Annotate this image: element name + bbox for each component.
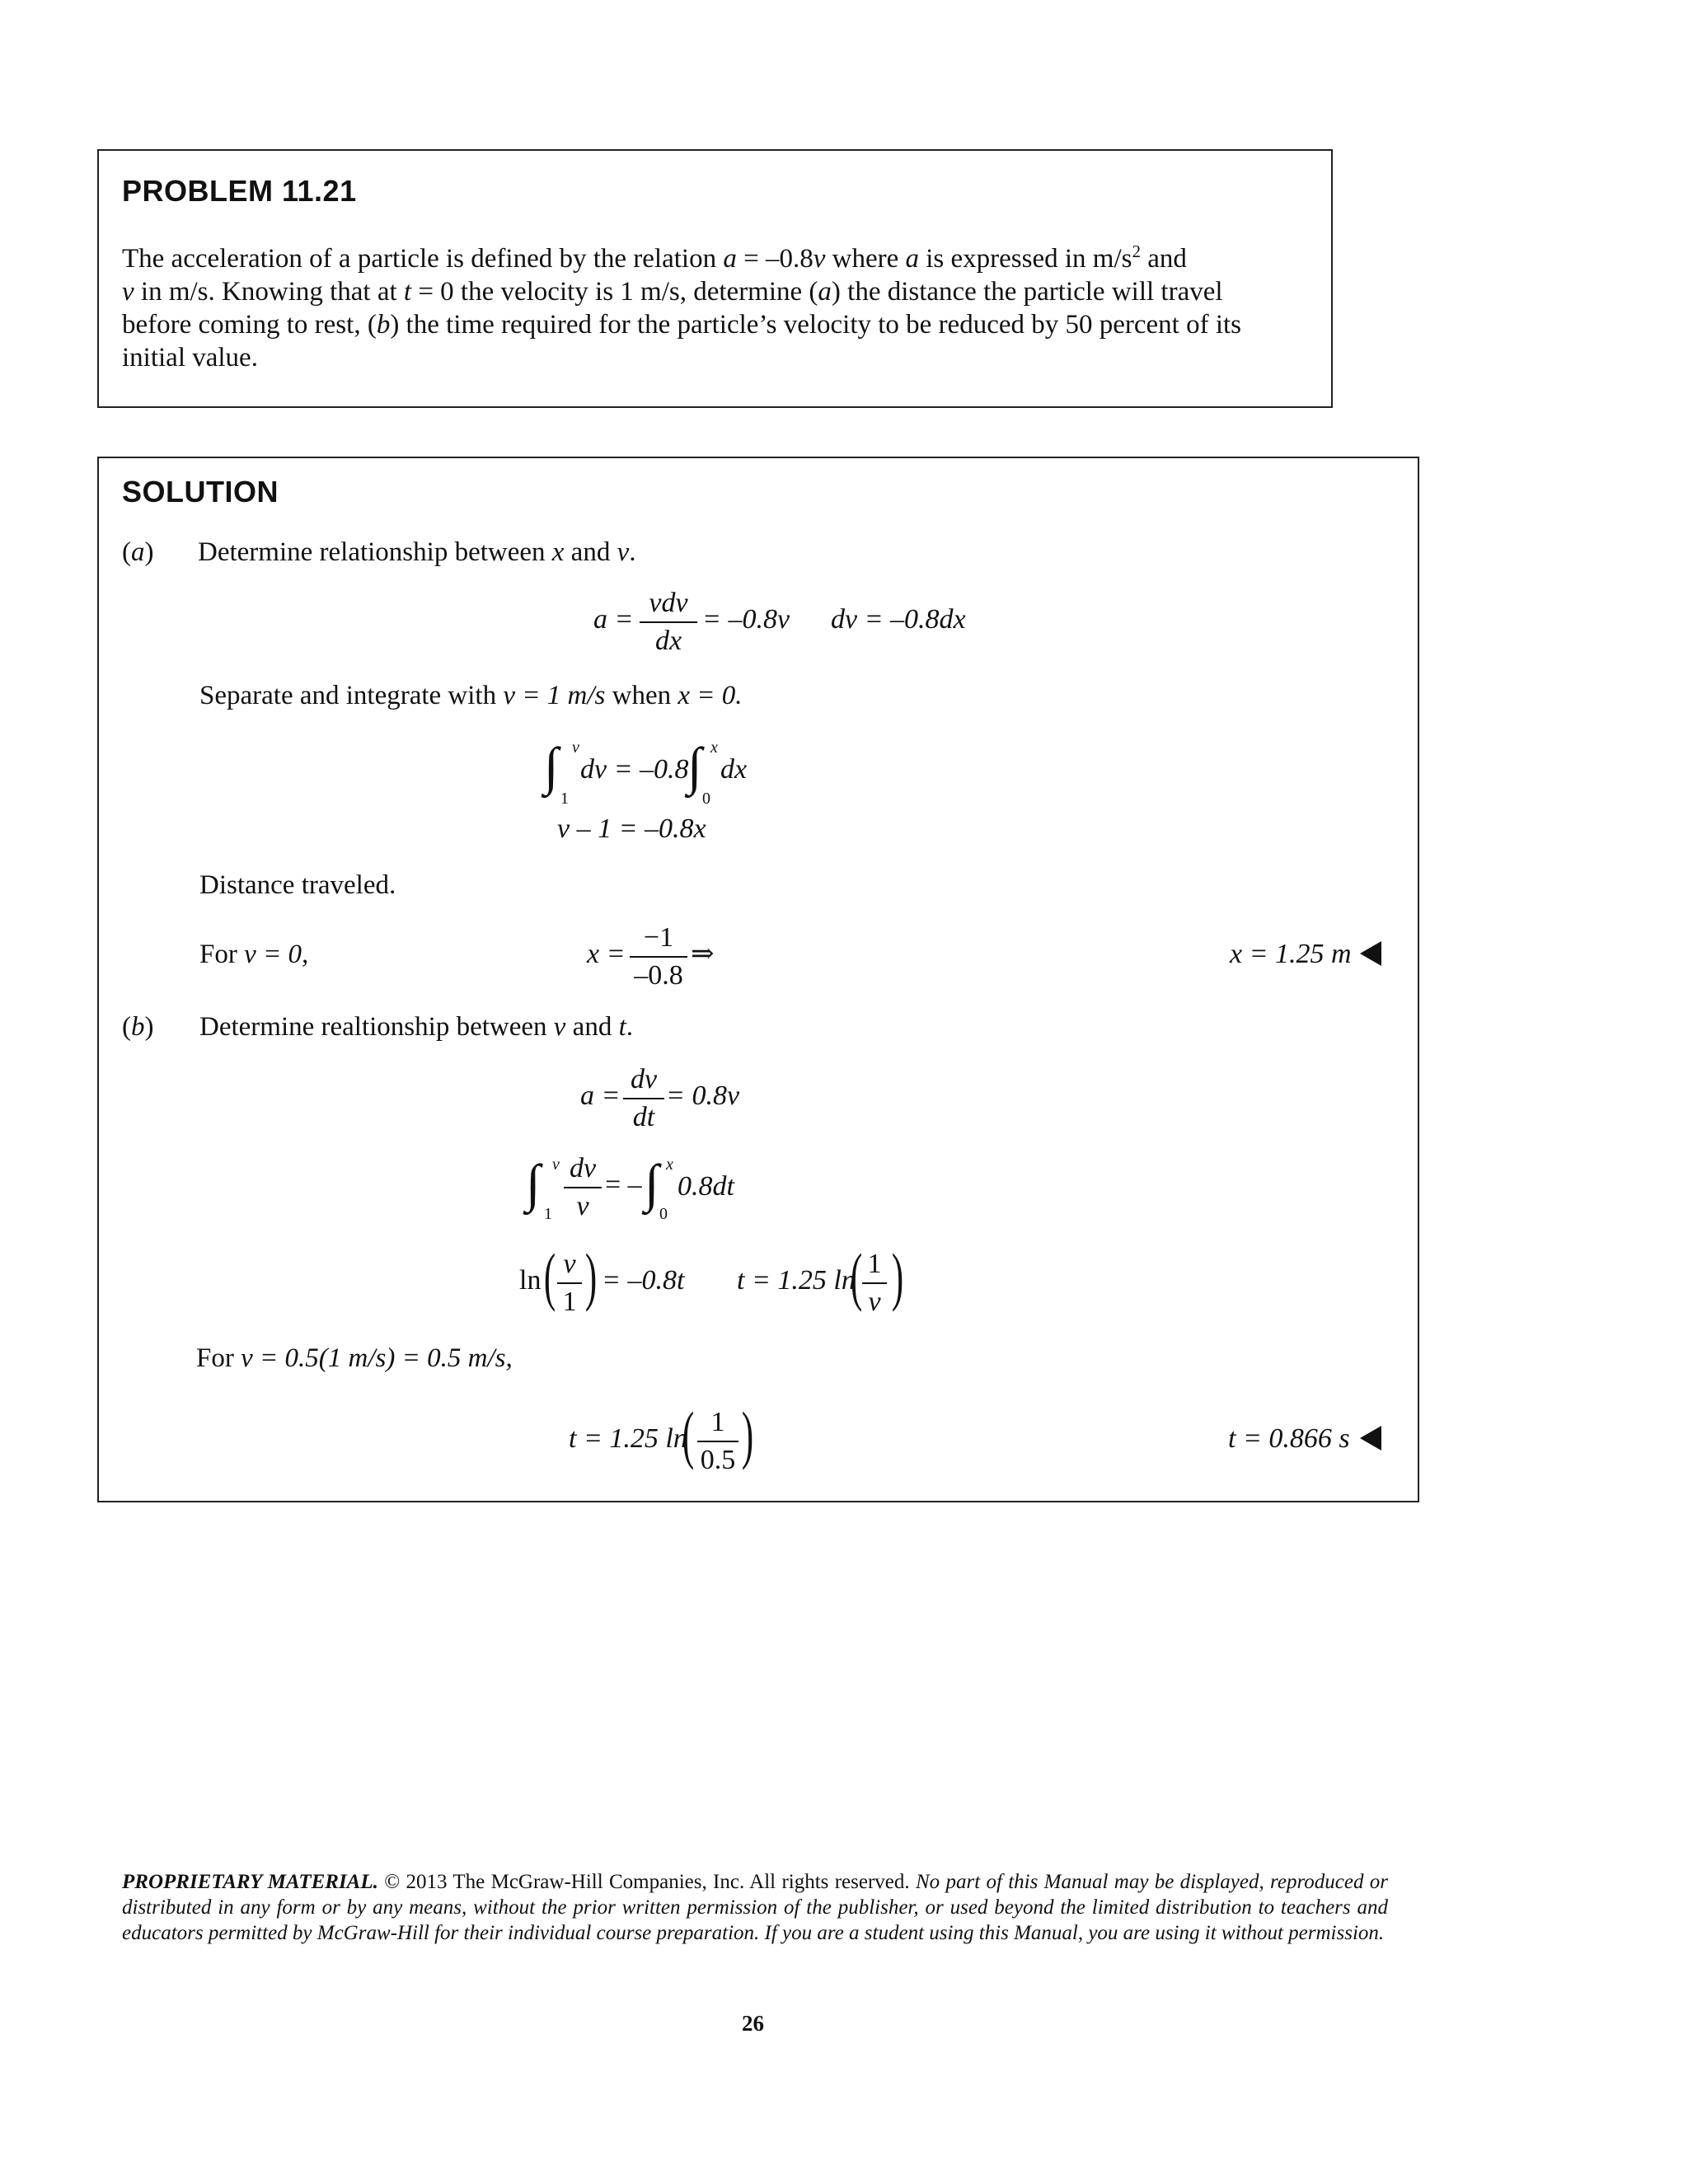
eq4-rhs: = 0.8v (666, 1080, 740, 1111)
for-v05: For v = 0.5(1 m/s) = 0.5 m/s, (196, 1343, 513, 1373)
eq6-paren-close: ) (741, 1399, 754, 1470)
eq1-rhs: = –0.8v (702, 604, 790, 635)
problem-heading: PROBLEM 11.21 (122, 174, 357, 208)
eq5-paren-close: ) (584, 1240, 598, 1312)
part-a-intro: Determine relationship between x and v. (198, 537, 636, 567)
eq5b-paren-close: ) (891, 1240, 904, 1312)
integral-3-mid: = – (605, 1169, 642, 1200)
integral-4-body: 0.8dt (678, 1171, 734, 1202)
separate-text: Separate and integrate with v = 1 m/s when x = 0. (199, 681, 743, 710)
eq1-b: dv = –0.8dx (831, 604, 966, 635)
eq5b-lhs: t = 1.25 ln (737, 1265, 856, 1296)
proprietary-footer: PROPRIETARY MATERIAL. © 2013 The McGraw-Hill Companies, Inc. All rights reserved. No part of this Manual may be displayed, reproduced or distributed in any form or by any means, without the prior written permission of the publisher, or used beyond the limited distribution to teachers and educators permitted by McGraw-Hill for their individual course preparation. If you are a student using this Manual, you are using it without permission. (122, 1871, 1389, 1944)
integral-2-body: dx (720, 754, 748, 785)
solution-heading: SOLUTION (122, 475, 279, 509)
eq5-ln: ln (519, 1265, 542, 1296)
problem-line-1: The acceleration of a particle is defined by the relation a = –0.8v where a is expressed in $m/s^2$ and (122, 241, 1187, 274)
integral-sign-1: ∫ (544, 737, 559, 795)
answer-b: t = 0.866 s (1228, 1423, 1350, 1454)
problem-line-2: v in m/s. Knowing that at t = 0 the velocity is 1 m/s, determine (a) the distance the particle will travel (122, 277, 1223, 307)
integral-2-upper: x (710, 738, 718, 757)
part-b-intro: Determine realtionship between v and t. (199, 1012, 633, 1042)
eq5b-paren-open: ( (850, 1240, 863, 1312)
problem-line-3: before coming to rest, (b) the time required for the particle’s velocity to be reduced by 50 percent of its (122, 310, 1242, 340)
integral-3-upper: v (552, 1155, 560, 1174)
eq6-paren-open: ( (682, 1399, 695, 1470)
eq5-fraction: v 1 (557, 1248, 582, 1319)
for-v0: For v = 0, (199, 940, 309, 969)
eq1-fraction: vdv dx (640, 587, 697, 658)
integral-4-upper: x (666, 1155, 673, 1174)
integral-sign-3: ∫ (526, 1154, 541, 1212)
part-a-label: (a) (122, 537, 154, 567)
page-number: 26 (742, 2011, 764, 2036)
eq4-lhs: a = (580, 1080, 621, 1111)
integral-1-lower: 1 (560, 790, 569, 808)
integral-sign-2: ∫ (687, 737, 702, 795)
eq5-rhs: = –0.8t (602, 1265, 685, 1296)
eq2: v – 1 = –0.8x (557, 813, 706, 844)
answer-a-marker-icon (1360, 941, 1381, 966)
eq5-paren-open: ( (543, 1240, 556, 1312)
integral-1-body: dv = –0.8 (580, 754, 689, 785)
answer-b-marker-icon (1360, 1426, 1381, 1451)
eq6-fraction: 1 0.5 (697, 1406, 738, 1477)
integral-4-lower: 0 (659, 1205, 668, 1223)
eq3-fraction: −1 –0.8 (630, 921, 687, 992)
eq6-lhs: t = 1.25 ln (569, 1423, 687, 1454)
eq3-arrow: ⇒ (691, 939, 715, 969)
integral-3-fraction: dv v (564, 1152, 602, 1223)
integral-sign-4: ∫ (645, 1154, 659, 1212)
problem-line-4: initial value. (122, 343, 258, 373)
eq5b-fraction: 1 v (862, 1248, 887, 1319)
eq3-lhs: x = (587, 939, 626, 969)
eq4-fraction: dv dt (623, 1063, 664, 1134)
integral-1-upper: v (572, 738, 579, 757)
distance-text: Distance traveled. (199, 870, 396, 900)
answer-a: x = 1.25 m (1230, 939, 1352, 969)
part-b-label: (b) (122, 1012, 154, 1042)
integral-2-lower: 0 (702, 790, 710, 808)
integral-3-lower: 1 (544, 1205, 552, 1223)
eq1-lhs: a = (593, 604, 634, 635)
